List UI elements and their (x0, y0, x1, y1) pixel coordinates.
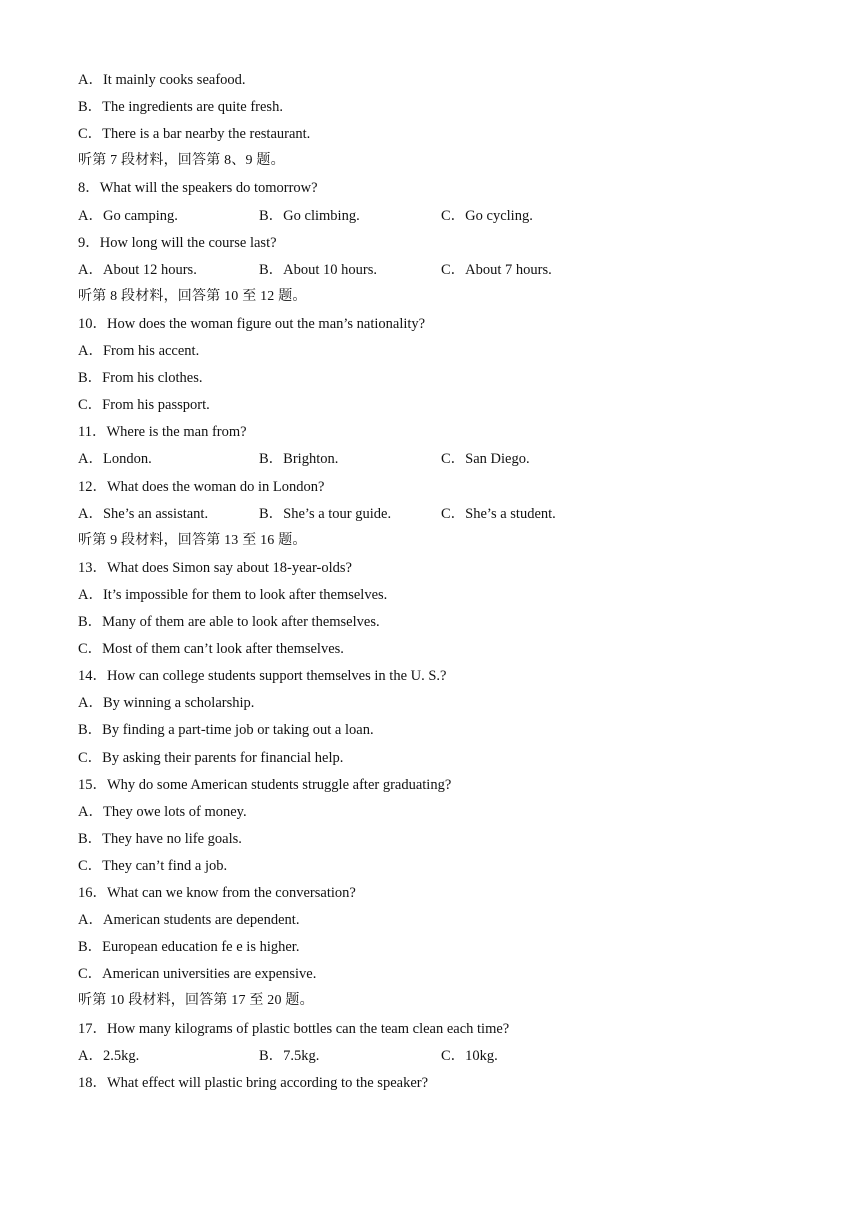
question-text: 15．Why do some American students struggle after graduating? (78, 776, 452, 793)
question-text: 12．What does the woman do in London? (78, 478, 325, 495)
answer-option-c: C．10kg. (441, 1047, 498, 1064)
answer-option: A．They owe lots of money. (78, 803, 247, 820)
answer-option: C．Most of them can’t look after themselves. (78, 641, 344, 658)
question-text: 14．How can college students support themselves in the U. S.? (78, 668, 447, 685)
answer-option: C．By asking their parents for financial help. (78, 749, 344, 766)
answer-option-a: A．About 12 hours. (78, 261, 197, 278)
section-instruction: 听第 7 段材料，回答第 8、9 题。 (78, 153, 285, 169)
section-instruction: 听第 8 段材料，回答第 10 至 12 题。 (78, 288, 307, 304)
question-text: 13．What does Simon say about 18-year-olds? (78, 559, 352, 576)
question-text: 10．How does the woman figure out the man’s nationality? (78, 315, 426, 332)
answer-option: C．There is a bar nearby the restaurant. (78, 126, 311, 143)
answer-option-b: B．7.5kg. (259, 1047, 320, 1064)
answer-option: B．From his clothes. (78, 370, 203, 387)
question-text: 16．What can we know from the conversation? (78, 885, 356, 901)
answer-option: B．The ingredients are quite fresh. (78, 99, 283, 116)
answer-option-c: C．Go cycling. (441, 207, 533, 224)
answer-option: C．From his passport. (78, 397, 210, 414)
answer-option: C．They can’t find a job. (78, 857, 228, 874)
answer-option: A．From his accent. (78, 343, 200, 359)
question-text: 9．How long will the course last? (78, 234, 277, 251)
answer-option: A．American students are dependent. (78, 912, 300, 929)
question-text: 11．Where is the man from? (78, 424, 247, 441)
answer-option-b: B．About 10 hours. (259, 261, 378, 278)
answer-option-b: B．Brighton. (259, 451, 339, 468)
answer-option: B．Many of them are able to look after themselves. (78, 614, 380, 630)
answer-option-c: C．San Diego. (441, 451, 530, 468)
answer-option-a: A．London. (78, 451, 152, 468)
answer-option-a: A．2.5kg. (78, 1047, 140, 1064)
question-text: 8．What will the speakers do tomorrow? (78, 180, 318, 197)
answer-option: C．American universities are expensive. (78, 966, 317, 983)
answer-option: B．They have no life goals. (78, 830, 242, 847)
question-text: 18．What effect will plastic bring according to the speaker? (78, 1074, 429, 1091)
answer-option-a: A．Go camping. (78, 207, 178, 224)
answer-option-a: A．She’s an assistant. (78, 505, 209, 522)
answer-option: A．It’s impossible for them to look after themselves. (78, 586, 388, 603)
answer-option-b: B．She’s a tour guide. (259, 505, 392, 522)
answer-option-b: B．Go climbing. (259, 207, 360, 224)
answer-option: B．European education fe e is higher. (78, 939, 300, 956)
answer-option: A．It mainly cooks seafood. (78, 72, 246, 88)
section-instruction: 听第 10 段材料，回答第 17 至 20 题。 (78, 993, 314, 1009)
answer-option-c: C．About 7 hours. (441, 261, 552, 278)
answer-option-c: C．She’s a student. (441, 505, 556, 522)
answer-option: B．By finding a part-time job or taking out a loan. (78, 722, 374, 739)
section-instruction: 听第 9 段材料，回答第 13 至 16 题。 (78, 532, 307, 548)
question-text: 17．How many kilograms of plastic bottles can the team clean each time? (78, 1020, 510, 1037)
answer-option: A．By winning a scholarship. (78, 695, 255, 712)
